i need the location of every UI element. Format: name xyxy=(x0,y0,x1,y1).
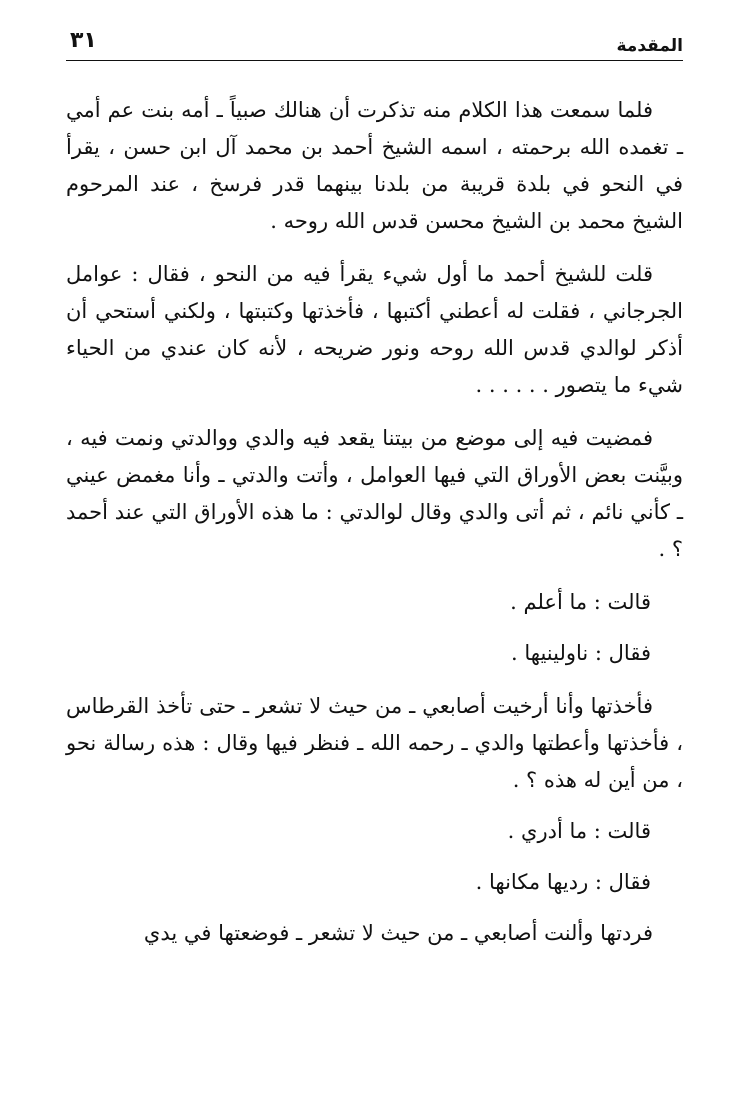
paragraph-8: فقال : رديها مكانها . xyxy=(475,870,651,894)
page-header xyxy=(66,26,683,61)
paragraph-4: قالت : ما أعلم . xyxy=(510,590,651,614)
paragraph-6: فأخذتها وأنا أرخيت أصابعي ـ من حيث لا تشعر ـ حتى تأخذ القرطاس ، فأخذتها وأعطتها والدي ـ رحمه الله ـ فنظر فيها وقال : هذه رسالة نحو ، من أين له هذه ؟ . xyxy=(66,694,683,792)
paragraph-9: فردتها وألنت أصابعي ـ من حيث لا تشعر ـ فوضعتها في يدي xyxy=(143,921,653,945)
paragraph-7: قالت : ما أدري . xyxy=(507,819,651,843)
page-number: ٣١ xyxy=(70,28,97,53)
paragraph-3: فمضيت فيه إلى موضع من بيتنا يقعد فيه والدي ووالدتي ونمت فيه ، وبيَّنت بعض الأوراق التي فيها العوامل ، وأتت والدتي ـ وأنا مغمض عيني ـ كأني نائم ، ثم أتى والدي وقال لوالدتي : ما هذه الأوراق التي عند أحمد ؟ . xyxy=(66,426,683,561)
page-body xyxy=(66,92,683,952)
paragraph-1: فلما سمعت هذا الكلام منه تذكرت أن هنالك صبياً ـ أمه بنت عم أمي ـ تغمده الله برحمته ، اسمه الشيخ أحمد بن محمد آل ابن حسن ، يقرأ في النحو في بلدة قريبة من بلدنا بينهما قدر فرسخ ، عند المرحوم الشيخ محمد بن الشيخ محسن قدس الله روحه . xyxy=(66,98,683,233)
running-header-title: المقدمة xyxy=(616,36,683,56)
paragraph-5: فقال : ناولينيها . xyxy=(511,641,651,665)
paragraph-2: قلت للشيخ أحمد ما أول شيء يقرأ فيه من النحو ، فقال : عوامل الجرجاني ، فقلت له أعطني أكتبها ، فأخذتها وكتبتها ، ولكني أستحي أن أذكر لوالدي قدس الله روحه ونور ضريحه ، لأنه كان عندي من الحياء شيء ما يتصور . . . . . . xyxy=(66,262,683,397)
